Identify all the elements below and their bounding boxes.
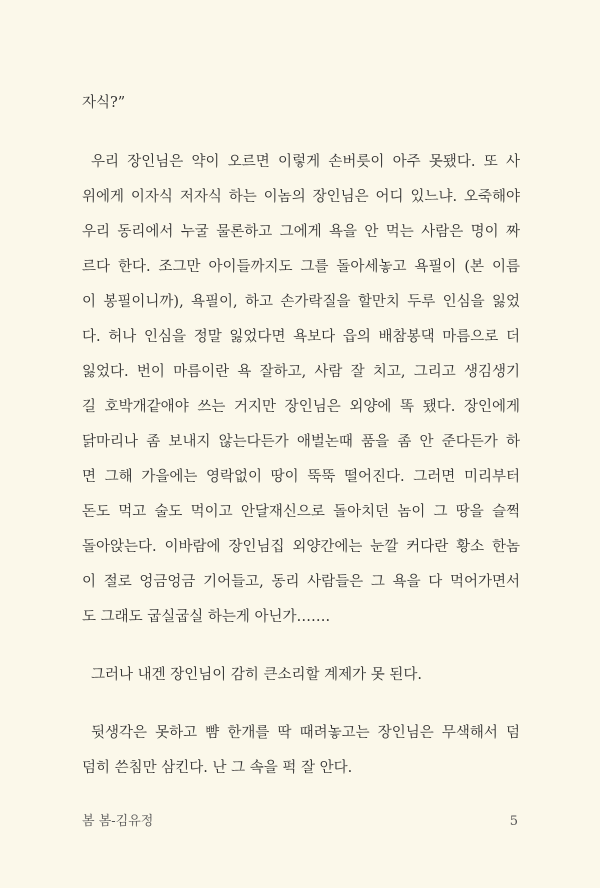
text-line: 르다 한다. 조그만 아이들까지도 그를 돌아세놓고 욕필이 (본 이름 bbox=[82, 259, 520, 275]
text-line: 길 호박개같애야 쓰는 거지만 장인님은 외양에 똑 됐다. 장인에게 bbox=[82, 399, 520, 415]
text-line: 이 절로 엉금엉금 기어들고, 동리 사람들은 그 욕을 다 먹어가면서 bbox=[82, 574, 520, 590]
text-line: 돈도 먹고 술도 먹이고 안달재신으로 돌아치던 놈이 그 땅을 슬쩍 bbox=[82, 504, 520, 520]
opening-line: 자식?” bbox=[82, 95, 126, 111]
text-line: 덤히 쓴침만 삼킨다. 난 그 속을 퍽 잘 안다. bbox=[82, 760, 353, 776]
text-line: 그러나 내겐 장인님이 감히 큰소리할 계제가 못 된다. bbox=[91, 667, 423, 683]
text-line: 우리 장인님은 약이 오르면 이렇게 손버릇이 아주 못됐다. 또 사 bbox=[91, 154, 520, 170]
text-line: 면 그해 가을에는 영락없이 땅이 뚝뚝 떨어진다. 그러면 미리부터 bbox=[82, 469, 520, 485]
text-line: 우리 동리에서 누굴 물론하고 그에게 욕을 안 먹는 사람은 명이 짜 bbox=[82, 224, 520, 240]
text-line: 잃었다. 번이 마름이란 욕 잘하고, 사람 잘 치고, 그리고 생김생기 bbox=[82, 364, 520, 380]
text-line: 다. 허나 인심을 정말 잃었다면 욕보다 읍의 배참봉댁 마름으로 더 bbox=[82, 329, 520, 345]
running-footer-title: 봄 봄-김유정 bbox=[82, 814, 154, 829]
page-number: 5 bbox=[509, 814, 518, 829]
text-line: 위에게 이자식 저자식 하는 이놈의 장인님은 어디 있느냐. 오죽해야 bbox=[82, 189, 520, 205]
text-line: 이 봉필이니까), 욕필이, 하고 손가락질을 할만치 두루 인심을 잃었 bbox=[82, 294, 520, 310]
text-line: 뒷생각은 못하고 뺨 한개를 딱 때려놓고는 장인님은 무색해서 덤 bbox=[91, 725, 520, 741]
text-line: 닭마리나 좀 보내지 않는다든가 애벌논때 품을 좀 안 준다든가 하 bbox=[82, 434, 520, 450]
text-line: 도 그래도 굽실굽실 하는게 아닌가……. bbox=[82, 609, 331, 625]
text-line: 돌아앉는다. 이바람에 장인님집 외양간에는 눈깔 커다란 황소 한놈 bbox=[82, 539, 520, 555]
